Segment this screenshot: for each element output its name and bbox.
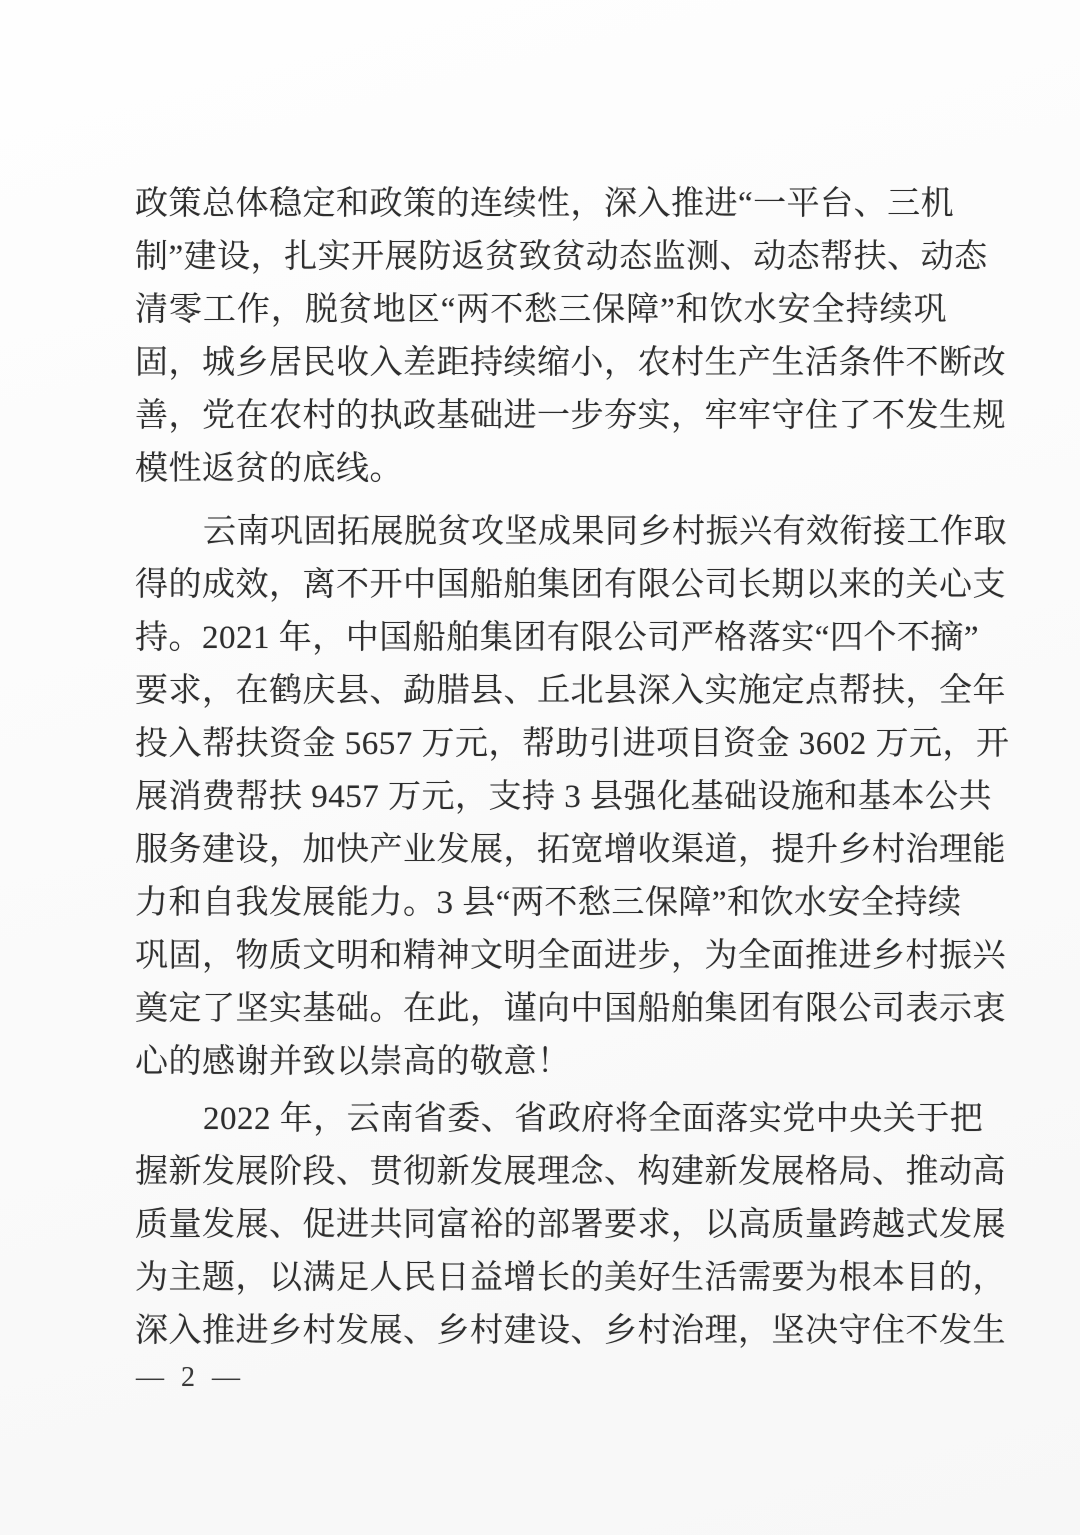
document-line: 2022 年，云南省委、省政府将全面落实党中央关于把 xyxy=(203,1101,984,1137)
document-line: 云南巩固拓展脱贫攻坚成果同乡村振兴有效衔接工作取 xyxy=(203,514,1007,550)
document-line: 展消费帮扶 9457 万元，支持 3 县强化基础设施和基本公共 xyxy=(135,779,992,815)
document-line: 模性返贫的底线。 xyxy=(135,451,403,487)
document-line: 清零工作，脱贫地区“两不愁三保障”和饮水安全持续巩 xyxy=(135,292,947,328)
document-line: 力和自我发展能力。3 县“两不愁三保障”和饮水安全持续 xyxy=(135,885,962,921)
document-line: 心的感谢并致以崇高的敬意！ xyxy=(135,1044,571,1080)
document-line: 投入帮扶资金 5657 万元，帮助引进项目资金 3602 万元，开 xyxy=(135,726,1010,762)
document-line: 政策总体稳定和政策的连续性，深入推进“一平台、三机 xyxy=(135,186,955,222)
document-line: 善，党在农村的执政基础进一步夯实，牢牢守住了不发生规 xyxy=(135,398,1006,434)
document-line: 服务建设，加快产业发展，拓宽增收渠道，提升乡村治理能 xyxy=(135,832,1006,868)
document-line: 固，城乡居民收入差距持续缩小，农村生产生活条件不断改 xyxy=(135,345,1006,381)
document-line: 巩固，物质文明和精神文明全面进步，为全面推进乡村振兴 xyxy=(135,938,1006,974)
document-line: 要求，在鹤庆县、勐腊县、丘北县深入实施定点帮扶，全年 xyxy=(135,673,1006,709)
document-line: 为主题，以满足人民日益增长的美好生活需要为根本目的， xyxy=(135,1260,1006,1296)
document-line: 质量发展、促进共同富裕的部署要求，以高质量跨越式发展 xyxy=(135,1207,1006,1243)
document-line: 得的成效，离不开中国船舶集团有限公司长期以来的关心支 xyxy=(135,567,1006,603)
page-number: — 2 — xyxy=(136,1362,245,1393)
document-line: 制”建设，扎实开展防返贫致贫动态监测、动态帮扶、动态 xyxy=(135,239,988,275)
document-line: 持。2021 年，中国船舶集团有限公司严格落实“四个不摘” xyxy=(135,620,980,656)
document-line: 奠定了坚实基础。在此，谨向中国船舶集团有限公司表示衷 xyxy=(135,991,1006,1027)
document-line: 握新发展阶段、贯彻新发展理念、构建新发展格局、推动高 xyxy=(135,1154,1006,1190)
document-text-block xyxy=(135,178,1010,1358)
document-line: 深入推进乡村发展、乡村建设、乡村治理，坚决守住不发生 xyxy=(135,1313,1006,1349)
